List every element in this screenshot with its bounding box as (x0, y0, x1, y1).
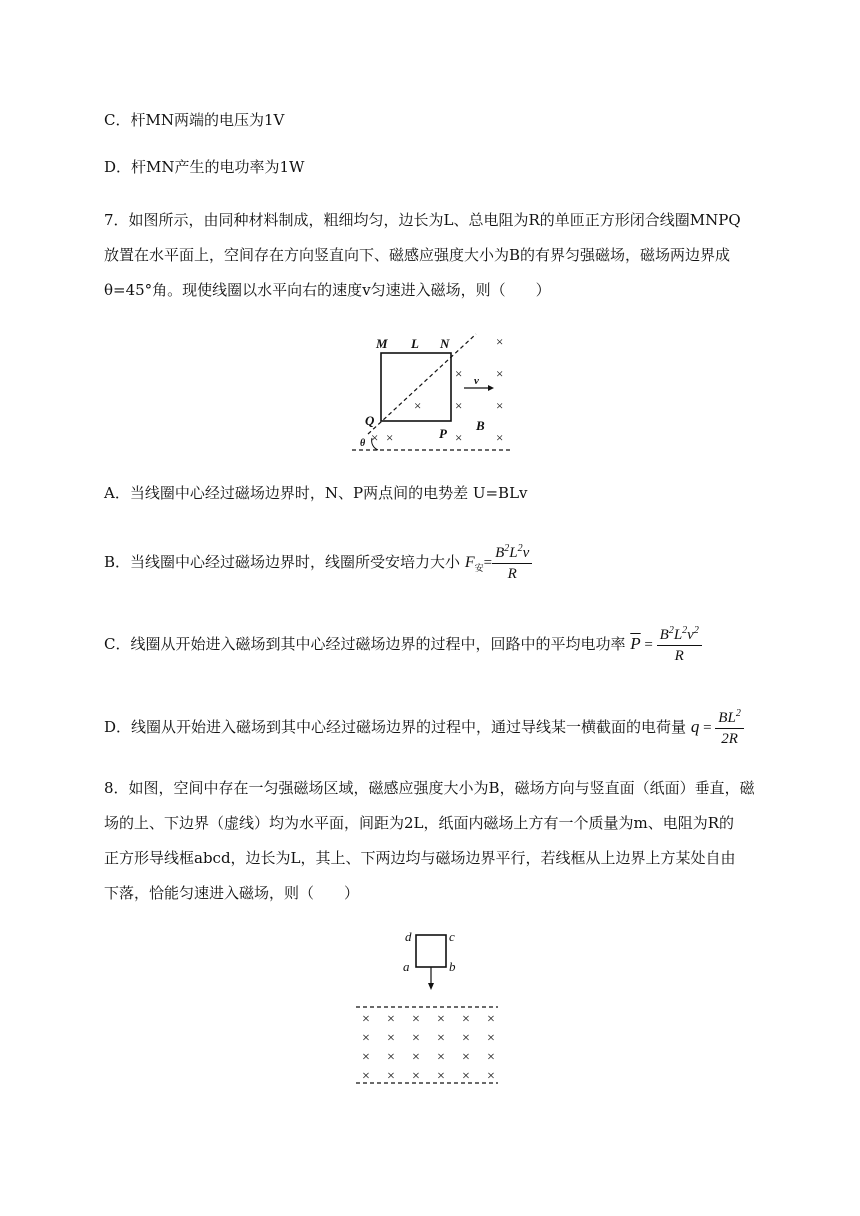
field-crosses (362, 1012, 495, 1084)
q7-option-d (104, 705, 744, 750)
svg-text:×: × (387, 1050, 395, 1065)
label-L: L (411, 336, 419, 351)
svg-text:×: × (487, 1050, 495, 1065)
svg-text:×: × (462, 1031, 470, 1046)
option-label: D． (104, 718, 132, 736)
label-c: c (449, 929, 455, 944)
label-d: d (405, 929, 412, 944)
option-text: 线圈从开始进入磁场到其中心经过磁场边界的过程中，通过导线某一横截面的电荷量 (131, 718, 687, 736)
option-label: B． (104, 553, 131, 571)
option-text: 当线圈中心经过磁场边界时，线圈所受安培力大小 (130, 553, 461, 571)
svg-text:×: × (462, 1050, 470, 1065)
q7-figure (346, 328, 522, 456)
svg-text:×: × (437, 1050, 445, 1065)
label-Q: Q (365, 413, 375, 428)
svg-text:×: × (437, 1069, 445, 1084)
option-text: 线圈从开始进入磁场到其中心经过磁场边界的过程中，回路中的平均电功率 (130, 635, 626, 653)
svg-text:×: × (487, 1012, 495, 1027)
q7-option-b (104, 540, 532, 585)
svg-text:×: × (496, 366, 504, 381)
question-text: 如图，空间中存在一匀强磁场区域，磁感应强度大小为B，磁场方向与竖直面（纸面）垂直，磁 (128, 779, 755, 797)
svg-text:×: × (496, 430, 504, 445)
svg-text:×: × (455, 398, 463, 413)
option-text: 当线圈中心经过磁场边界时，N、P两点间的电势差 U=BLv (129, 484, 528, 502)
svg-text:×: × (386, 430, 394, 445)
q7-option-c (104, 622, 702, 667)
svg-text:×: × (437, 1031, 445, 1046)
q8-line-3: 正方形导线框abcd，边长为L，其上、下两边均与磁场边界平行，若线框从上边界上方某处自由 (104, 849, 736, 867)
svg-text:×: × (487, 1031, 495, 1046)
svg-text:×: × (362, 1050, 370, 1065)
formula-ampere-force: $F_安=$ $\frac{B^2L^2v}{R}$ (465, 555, 532, 571)
q8-figure (350, 925, 510, 1090)
svg-text:×: × (496, 398, 504, 413)
label-P: P (439, 426, 447, 441)
svg-text:×: × (362, 1069, 370, 1084)
svg-text:×: × (412, 1031, 420, 1046)
label-b: b (449, 959, 456, 974)
svg-text:×: × (487, 1069, 495, 1084)
option-label: C． (104, 635, 131, 653)
svg-text:×: × (387, 1069, 395, 1084)
question-number: 8． (104, 779, 129, 797)
svg-text:×: × (412, 1069, 420, 1084)
label-v: v (474, 375, 479, 387)
option-label: C． (104, 111, 131, 129)
svg-text:×: × (455, 430, 463, 445)
label-theta: θ (360, 438, 366, 449)
option-text: 杆MN两端的电压为1V (130, 111, 285, 129)
option-text: 杆MN产生的电功率为1W (131, 158, 305, 176)
q8-line-4: 下落，恰能匀速进入磁场，则（ ） (104, 884, 360, 902)
question-number: 7． (104, 211, 129, 229)
label-N: N (440, 336, 450, 351)
option-c-prev (104, 110, 284, 130)
svg-text:×: × (462, 1012, 470, 1027)
formula-avg-power: $\overline{P}$ = $\frac{B^2L^2v^2}{R}$ (630, 637, 702, 653)
svg-text:×: × (412, 1012, 420, 1027)
option-d-prev (104, 157, 304, 177)
q7-line-2: 放置在水平面上，空间存在方向竖直向下、磁感应强度大小为B的有界匀强磁场，磁场两边界成 (104, 246, 731, 264)
svg-text:×: × (414, 398, 422, 413)
svg-text:×: × (362, 1031, 370, 1046)
svg-text:×: × (437, 1012, 445, 1027)
svg-text:×: × (371, 430, 379, 445)
svg-text:×: × (462, 1069, 470, 1084)
svg-text:×: × (455, 366, 463, 381)
formula-charge: q = $\frac{BL^2}{2R}$ (691, 720, 744, 736)
label-B: B (476, 418, 485, 433)
svg-text:×: × (496, 334, 504, 349)
svg-text:×: × (387, 1031, 395, 1046)
question-text: 如图所示，由同种材料制成，粗细均匀，边长为L、总电阻为R的单匝正方形闭合线圈MNPQ (128, 211, 741, 229)
svg-text:×: × (387, 1012, 395, 1027)
q7-line-3: θ=45°角。现使线圈以水平向右的速度v匀速进入磁场，则（ ） (104, 281, 551, 299)
q7-option-a (104, 483, 528, 503)
q7-line-1 (104, 210, 741, 230)
label-M: M (376, 336, 388, 351)
wire-frame (416, 935, 446, 967)
label-a: a (403, 959, 410, 974)
option-label: D． (104, 158, 132, 176)
q8-line-2: 场的上、下边界（虚线）均为水平面，间距为2L，纸面内磁场上方有一个质量为m、电阻为R的 (104, 814, 735, 832)
svg-text:×: × (362, 1012, 370, 1027)
q8-line-1 (104, 778, 755, 798)
svg-text:×: × (412, 1050, 420, 1065)
option-label: A． (104, 484, 130, 502)
